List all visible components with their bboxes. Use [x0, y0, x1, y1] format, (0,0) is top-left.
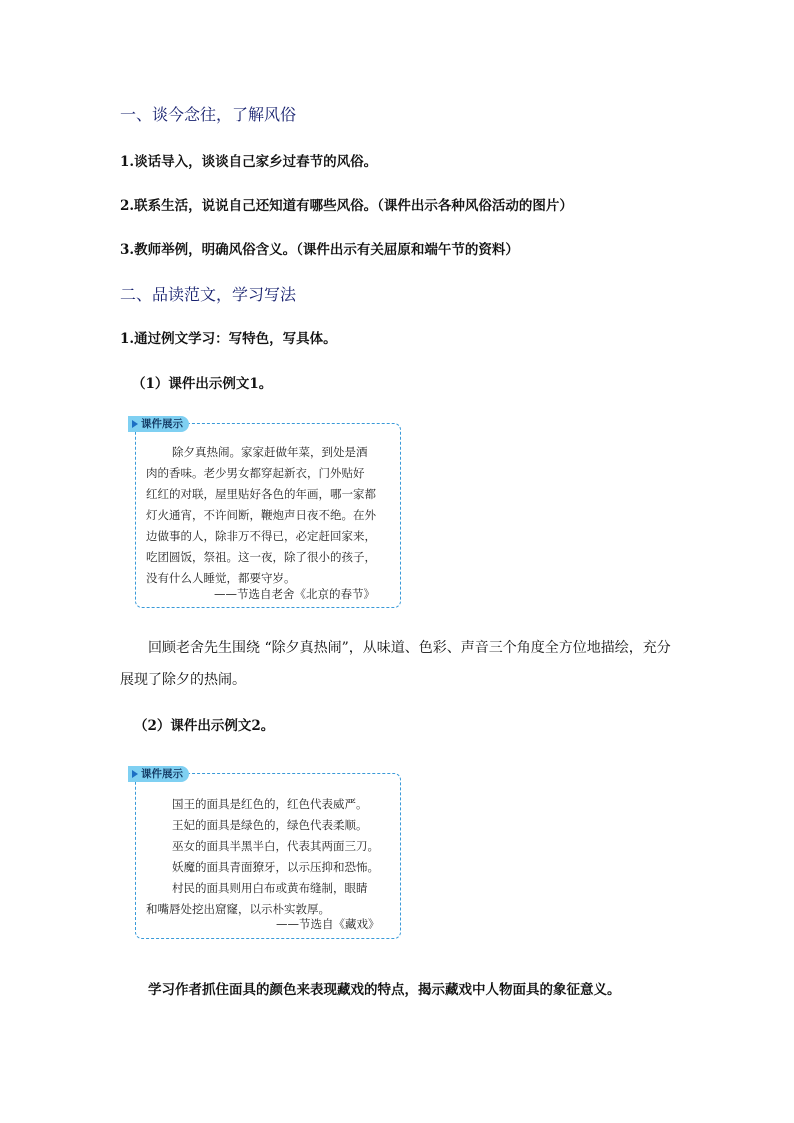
example1-tag: [128, 416, 189, 432]
example1-line-3: 红红的对联，屋里贴好各色的年画，哪一家都: [146, 487, 376, 501]
section1-item-1: 1.谈话导入，谈谈自己家乡过春节的风俗。: [120, 154, 378, 170]
section2-sub-2: （2）课件出示例文2。: [134, 718, 275, 734]
example1-line-5: 边做事的人，除非万不得已，必定赶回家来，: [146, 529, 376, 543]
example1-line-7: 没有什么人睡觉，都要守岁。: [146, 571, 296, 585]
example1-line-6: 吃团圆饭，祭祖。这一夜，除了很小的孩子，: [146, 550, 376, 564]
example1-line-4: 灯火通宵，不许间断，鞭炮声日夜不绝。在外: [146, 508, 376, 522]
example1-source: ——节选自老舍《北京的春节》: [214, 587, 375, 601]
review1-line-1: 回顾老舍先生围绕 “除夕真热闹”，从味道、色彩、声音三个角度全方位地描绘，充分: [148, 640, 671, 656]
example2-source: ——节选自《藏戏》: [276, 917, 380, 931]
section2-heading: 二、品读范文，学习写法: [120, 285, 297, 304]
play-triangle-icon: [132, 770, 138, 778]
example2-line-4: 妖魔的面具青面獠牙，以示压抑和恐怖。: [172, 860, 379, 874]
review2-text: 学习作者抓住面具的颜色来表现藏戏的特点，揭示藏戏中人物面具的象征意义。: [148, 982, 621, 998]
example2-line-2: 王妃的面具是绿色的，绿色代表柔顺。: [172, 818, 368, 832]
example2-line-1: 国王的面具是红色的，红色代表威严。: [172, 797, 368, 811]
example2-line-6: 和嘴唇处挖出窟窿，以示朴实敦厚。: [146, 902, 330, 916]
play-triangle-icon: [132, 420, 138, 428]
review1-line-2: 展现了除夕的热闹。: [120, 672, 246, 688]
section1-item-2: 2.联系生活，说说自己还知道有哪些风俗。（课件出示各种风俗活动的图片）: [120, 198, 573, 214]
example1-line-1: 除夕真热闹。家家赶做年菜，到处是酒: [172, 445, 368, 459]
section2-sub-1: （1）课件出示例文1。: [132, 376, 273, 392]
section1-item-3: 3.教师举例，明确风俗含义。（课件出示有关屈原和端午节的资料）: [120, 242, 519, 258]
section1-heading: 一、谈今念往，了解风俗: [120, 105, 297, 124]
example2-tag-label: 课件展示: [141, 768, 183, 780]
example2-line-5: 村民的面具则用白布或黄布缝制，眼睛: [172, 881, 368, 895]
example2-tag: [128, 766, 189, 782]
example1-tag-label: 课件展示: [141, 418, 183, 430]
example2-line-3: 巫女的面具半黑半白，代表其两面三刀。: [172, 839, 379, 853]
section2-item-1: 1.通过例文学习：写特色，写具体。: [120, 331, 337, 347]
example1-line-2: 肉的香味。老少男女都穿起新衣，门外贴好: [146, 466, 365, 480]
